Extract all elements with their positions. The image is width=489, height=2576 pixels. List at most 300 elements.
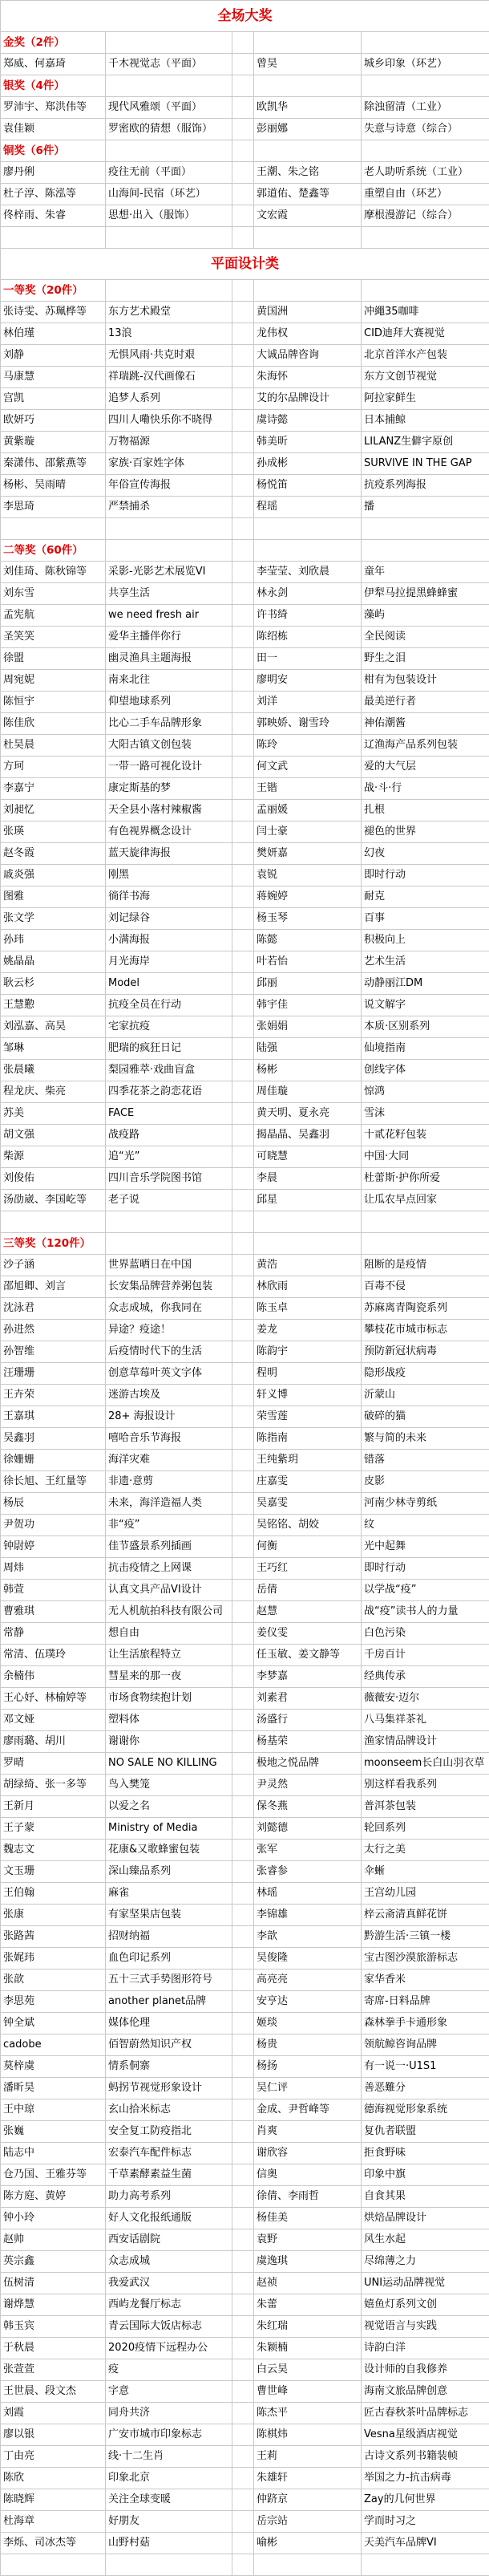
work-title-cell-left: Ministry of Media <box>106 1818 232 1840</box>
work-title-cell-right: 幻夜 <box>362 843 489 865</box>
spacer-cell <box>232 1428 254 1450</box>
winner-name-cell-left: 圣笑笑 <box>1 627 106 648</box>
award-row <box>1 1125 489 1146</box>
work-title-cell-right: 轮回系列 <box>362 1818 489 1840</box>
award-row <box>1 1341 489 1363</box>
winner-name-cell-left: 孙玮 <box>1 930 106 951</box>
award-row <box>1 97 489 119</box>
award-row <box>1 1190 489 1211</box>
award-row <box>1 2359 489 2381</box>
work-title-cell-left: 思想·出入（服饰） <box>106 205 232 227</box>
empty-cell <box>254 1211 362 1233</box>
award-row <box>1 2186 489 2208</box>
winner-name-cell-right: 吴嘉雯 <box>254 1493 362 1515</box>
work-title-cell-left: 山海间-民宿（环艺） <box>106 184 232 205</box>
work-title-cell-left: 助力高考系列 <box>106 2186 232 2208</box>
work-title-cell-left: 家族·百家姓字体 <box>106 453 232 475</box>
work-title-cell-right: moonseem长白山羽衣草 <box>362 1753 489 1775</box>
work-title-cell-right: 森林拳手卡通形象 <box>362 2013 489 2034</box>
work-title-cell-right: UNI运动品牌视觉 <box>362 2273 489 2294</box>
spacer-cell <box>232 1060 254 1081</box>
spacer-cell <box>232 1493 254 1515</box>
winner-name-cell-left: 陈佳欣 <box>1 713 106 735</box>
work-title-cell-left: 祥瑞跳-汉代画像石 <box>106 367 232 388</box>
winner-name-cell-right: 大诚品牌咨询 <box>254 345 362 367</box>
winner-name-cell-right: 极地之悦品牌 <box>254 1753 362 1775</box>
work-title-cell-right: 辽渔海产品系列包装 <box>362 735 489 757</box>
work-title-cell-right: 沂蒙山 <box>362 1385 489 1406</box>
winner-name-cell-right: 朱颖楠 <box>254 2338 362 2359</box>
winner-name-cell-left: 苏美 <box>1 1103 106 1125</box>
work-title-cell-left: 西屿龙餐厅标志 <box>106 2294 232 2316</box>
work-title-cell-left: 南来北往 <box>106 670 232 692</box>
award-row <box>1 670 489 692</box>
award-row <box>1 1883 489 1905</box>
winner-name-cell-right: 许书绮 <box>254 605 362 627</box>
spacer-cell <box>232 627 254 648</box>
spacer-cell <box>232 562 254 583</box>
spacer-cell <box>232 388 254 410</box>
winner-name-cell-left: 王慧懃 <box>1 995 106 1016</box>
winner-name-cell-left: 仓乃国、王雅芬等 <box>1 2164 106 2186</box>
award-row <box>1 1818 489 1840</box>
work-title-cell-left: 深山臻品系列 <box>106 1861 232 1883</box>
work-title-cell-left: 我爱武汉 <box>106 2273 232 2294</box>
spacer-cell <box>232 2359 254 2381</box>
work-title-cell-right: 黔游生活·三镇一楼 <box>362 1926 489 1948</box>
spacer-cell <box>232 1450 254 1471</box>
work-title-cell-right: 自食其果 <box>362 2186 489 2208</box>
empty-cell <box>362 1233 489 1255</box>
winner-name-cell-left: 王心妤、林榆婷等 <box>1 1688 106 1710</box>
empty-cell <box>1 1211 106 1233</box>
award-row <box>1 2446 489 2468</box>
winner-name-cell-left: 郑威、何嘉琦 <box>1 54 106 75</box>
work-title-cell-right: 拒食野味 <box>362 2143 489 2164</box>
winner-name-cell-right: 岳宗站 <box>254 2511 362 2533</box>
spacer-cell <box>232 184 254 205</box>
award-row <box>1 1753 489 1775</box>
winner-name-cell-left: 张娓玮 <box>1 1948 106 1970</box>
award-row <box>1 1493 489 1515</box>
winner-name-cell-right: 陈玲 <box>254 735 362 757</box>
award-row <box>1 2424 489 2446</box>
winner-name-cell-left: 方珂 <box>1 757 106 778</box>
winner-name-cell-left: 吴鑫羽 <box>1 1428 106 1450</box>
empty-cell <box>254 140 362 162</box>
work-title-cell-right: 千房百计 <box>362 1645 489 1666</box>
award-row <box>1 1406 489 1428</box>
empty-cell <box>1 518 106 540</box>
winner-name-cell-left: 宫凯 <box>1 388 106 410</box>
spacer-cell <box>232 2099 254 2121</box>
winner-name-cell-right: 徐倩、李雨哲 <box>254 2186 362 2208</box>
winner-name-cell-right: 虞诗懿 <box>254 410 362 432</box>
work-title-cell-right: 梓云斋清真鲜花饼 <box>362 1905 489 1926</box>
winner-name-cell-left: 曹雅琪 <box>1 1601 106 1623</box>
work-title-cell-right: 以学战“疫” <box>362 1580 489 1601</box>
spacer-cell <box>232 1363 254 1385</box>
empty-cell <box>106 75 232 97</box>
work-title-cell-left: we need fresh air <box>106 605 232 627</box>
winner-name-cell-right: 李梦嘉 <box>254 1666 362 1688</box>
work-title-cell-left: 一带一路可视化设计 <box>106 757 232 778</box>
winner-name-cell-left: 胡文强 <box>1 1125 106 1146</box>
winner-name-cell-right: 杨佳美 <box>254 2208 362 2229</box>
winner-name-cell-left: 余楠伟 <box>1 1666 106 1688</box>
work-title-cell-left: 嘻哈音乐节海报 <box>106 1428 232 1450</box>
work-title-cell-left: 28+ 海报设计 <box>106 1406 232 1428</box>
winner-name-cell-right: 姜龙 <box>254 1320 362 1341</box>
spacer-cell <box>232 432 254 453</box>
spacer-cell <box>232 2143 254 2164</box>
winner-name-cell-right: 蒋婉婷 <box>254 886 362 908</box>
work-title-cell-right: 阿拉家鲜生 <box>362 388 489 410</box>
award-row <box>1 1948 489 1970</box>
award-row <box>1 1688 489 1710</box>
work-title-cell-left: 蚂拐节视觉形象设计 <box>106 2078 232 2099</box>
work-title-cell-left: 抗击疫情之上网课 <box>106 1558 232 1580</box>
winner-name-cell-left: 周炜 <box>1 1558 106 1580</box>
winner-name-cell-right: 何文武 <box>254 757 362 778</box>
winner-name-cell-right: 叶若怡 <box>254 951 362 973</box>
empty-cell <box>254 1233 362 1255</box>
winner-name-cell-left: 周宛妮 <box>1 670 106 692</box>
spacer-cell <box>232 1341 254 1363</box>
empty-cell <box>106 518 232 540</box>
work-title-cell-left: FACE <box>106 1103 232 1125</box>
empty-cell <box>232 2554 254 2576</box>
award-row <box>1 205 489 227</box>
spacer-cell <box>232 1515 254 1536</box>
award-row <box>1 735 489 757</box>
winner-name-cell-right: 郭映娇、谢雪玲 <box>254 713 362 735</box>
award-row <box>1 995 489 1016</box>
work-title-cell-right: 印象中旗 <box>362 2164 489 2186</box>
winner-name-cell-left: 图雅 <box>1 886 106 908</box>
spacer-cell <box>232 1471 254 1493</box>
empty-row <box>1 1211 489 1233</box>
winner-name-cell-right: 何衡 <box>254 1536 362 1558</box>
empty-cell <box>362 32 489 54</box>
spacer-cell <box>232 2013 254 2034</box>
work-title-cell-right: Vesna星级酒店视觉 <box>362 2424 489 2446</box>
work-title-cell-right: 海南文旅品牌创意 <box>362 2381 489 2403</box>
winner-name-cell-right: 朱海怀 <box>254 367 362 388</box>
spacer-cell <box>232 1991 254 2013</box>
award-row <box>1 345 489 367</box>
work-title-cell-right: 艺术生活 <box>362 951 489 973</box>
winner-name-cell-right: 可晓慧 <box>254 1146 362 1168</box>
work-title-cell-right: 皮影 <box>362 1471 489 1493</box>
spacer-cell <box>232 670 254 692</box>
empty-cell <box>362 140 489 162</box>
award-row <box>1 2164 489 2186</box>
work-title-cell-right: 寄席-日料品牌 <box>362 1991 489 2013</box>
work-title-cell-left: 关注全球变暖 <box>106 2489 232 2511</box>
spacer-cell <box>232 162 254 184</box>
winner-name-cell-left: 王世晨、段文杰 <box>1 2381 106 2403</box>
winner-name-cell-right: 田一 <box>254 648 362 670</box>
work-title-cell-right: 善恶難分 <box>362 2078 489 2099</box>
spacer-cell <box>232 1125 254 1146</box>
winner-name-cell-right: 邱丽 <box>254 973 362 995</box>
work-title-cell-right: 风生水起 <box>362 2229 489 2251</box>
work-title-cell-right: 太行之美 <box>362 1840 489 1861</box>
award-row <box>1 627 489 648</box>
award-row <box>1 562 489 583</box>
work-title-cell-left: 让生活旅程特立 <box>106 1645 232 1666</box>
work-title-cell-left: 长安集品牌营养粥包装 <box>106 1276 232 1298</box>
award-row <box>1 302 489 323</box>
winner-name-cell-right: 李晨 <box>254 1168 362 1190</box>
empty-cell <box>362 1211 489 1233</box>
winner-name-cell-left: 黄紫璇 <box>1 432 106 453</box>
work-title-cell-right: 战“疫”读书人的力量 <box>362 1601 489 1623</box>
spacer-cell <box>232 497 254 518</box>
work-title-cell-left: 徜徉书海 <box>106 886 232 908</box>
winner-name-cell-left: 王子蒙 <box>1 1818 106 1840</box>
spacer-cell <box>232 2186 254 2208</box>
winner-name-cell-right: 黄天明、夏永亮 <box>254 1103 362 1125</box>
empty-cell <box>232 518 254 540</box>
award-row <box>1 2511 489 2533</box>
winner-name-cell-right: 姬琰 <box>254 2013 362 2034</box>
award-row <box>1 1580 489 1601</box>
winner-name-cell-right: 朱雄轩 <box>254 2468 362 2489</box>
winner-name-cell-right: 张军 <box>254 1840 362 1861</box>
spacer-cell <box>232 713 254 735</box>
work-title-cell-right: 仙境指南 <box>362 1038 489 1060</box>
winner-name-cell-right: 金成、尹哲峰等 <box>254 2099 362 2121</box>
award-row <box>1 1558 489 1580</box>
work-title-cell-right: 动静丽江DM <box>362 973 489 995</box>
winner-name-cell-right: 陈棋炜 <box>254 2424 362 2446</box>
award-row <box>1 908 489 930</box>
section-title: 平面设计类 <box>1 249 489 280</box>
work-title-cell-right: 伊犁马拉提黑蜂蜂蜜 <box>362 583 489 605</box>
empty-cell <box>232 75 254 97</box>
work-title-cell-right: 别这样看我系列 <box>362 1775 489 1796</box>
award-row <box>1 1840 489 1861</box>
award-row <box>1 2533 489 2554</box>
winner-name-cell-left: 胡绿绮、张一多等 <box>1 1775 106 1796</box>
winner-name-cell-left: 张文学 <box>1 908 106 930</box>
winner-name-cell-left: 陈恒宇 <box>1 692 106 713</box>
winner-name-cell-left: 王中琼 <box>1 2099 106 2121</box>
spacer-cell <box>232 1666 254 1688</box>
work-title-cell-left: 印象北京 <box>106 2468 232 2489</box>
work-title-cell-left: 字意 <box>106 2381 232 2403</box>
work-title-cell-left: 有色视界概念设计 <box>106 821 232 843</box>
award-tier-label: 银奖（4件） <box>1 75 106 97</box>
work-title-cell-right: 伞蜥 <box>362 1861 489 1883</box>
winner-name-cell-right: 岳倩 <box>254 1580 362 1601</box>
work-title-cell-left: 后疫情时代下的生活 <box>106 1341 232 1363</box>
award-row <box>1 1970 489 1991</box>
winner-name-cell-left: 李思苑 <box>1 1991 106 2013</box>
winner-name-cell-right: 王潮、朱之铭 <box>254 162 362 184</box>
work-title-cell-right: 经典传承 <box>362 1666 489 1688</box>
winner-name-cell-right: 刘洋 <box>254 692 362 713</box>
winner-name-cell-right: 邱星 <box>254 1190 362 1211</box>
winner-name-cell-left: 韩萱 <box>1 1580 106 1601</box>
work-title-cell-right: 八马集祥茶礼 <box>362 1710 489 1731</box>
award-tier-header-row <box>1 1233 489 1255</box>
empty-cell <box>254 518 362 540</box>
work-title-cell-left: 无人机航拍科技有限公司 <box>106 1601 232 1623</box>
work-title-cell-left: 四川音乐学院图书馆 <box>106 1168 232 1190</box>
empty-cell <box>254 227 362 249</box>
spacer-cell <box>232 757 254 778</box>
award-tier-label: 铜奖（6件） <box>1 140 106 162</box>
spacer-cell <box>232 475 254 497</box>
winner-name-cell-left: 刘东雪 <box>1 583 106 605</box>
winner-name-cell-right: 孙成彬 <box>254 453 362 475</box>
spacer-cell <box>232 2164 254 2186</box>
winner-name-cell-right: 陈绍栋 <box>254 627 362 648</box>
spacer-cell <box>232 410 254 432</box>
winner-name-cell-left: 伍树清 <box>1 2273 106 2294</box>
work-title-cell-right: 纹 <box>362 1515 489 1536</box>
winner-name-cell-right: 朱红瑞 <box>254 2316 362 2338</box>
winner-name-cell-right: 程明 <box>254 1363 362 1385</box>
winner-name-cell-left: 李嘉宁 <box>1 778 106 800</box>
award-row <box>1 1710 489 1731</box>
work-title-cell-left: 宏泰汽车配件标志 <box>106 2143 232 2164</box>
winner-name-cell-right: 李歆 <box>254 1926 362 1948</box>
work-title-cell-left: 大阳古镇文创包装 <box>106 735 232 757</box>
winner-name-cell-right: 程瑶 <box>254 497 362 518</box>
award-row <box>1 1146 489 1168</box>
winner-name-cell-right: 揭晶晶、吴鑫羽 <box>254 1125 362 1146</box>
spacer-cell <box>232 2208 254 2229</box>
spacer-cell <box>232 2403 254 2424</box>
work-title-cell-left: 众志成城，你我同在 <box>106 1298 232 1320</box>
winner-name-cell-right: 虞逸琪 <box>254 2251 362 2273</box>
work-title-cell-left: 彗星来的那一夜 <box>106 1666 232 1688</box>
work-title-cell-right: 扎根 <box>362 800 489 821</box>
work-title-cell-left: 世界蓝晒日在中国 <box>106 1255 232 1276</box>
work-title-cell-left: 认真文具产品VI设计 <box>106 1580 232 1601</box>
winner-name-cell-left: 杨彬、吴雨晴 <box>1 475 106 497</box>
work-title-cell-left: Model <box>106 973 232 995</box>
spacer-cell <box>232 1146 254 1168</box>
winner-name-cell-left: 杜子淳、陈泓等 <box>1 184 106 205</box>
winner-name-cell-right: 欧凯华 <box>254 97 362 119</box>
empty-cell <box>362 2554 489 2576</box>
spacer-cell <box>232 1601 254 1623</box>
winner-name-cell-right: 张睿参 <box>254 1861 362 1883</box>
award-tier-label: 金奖（2件） <box>1 32 106 54</box>
work-title-cell-right: 东方文创节视觉 <box>362 367 489 388</box>
empty-row <box>1 2554 489 2576</box>
winner-name-cell-right: 王锴 <box>254 778 362 800</box>
award-row <box>1 1861 489 1883</box>
winner-name-cell-right: 姜仪雯 <box>254 1623 362 1645</box>
winner-name-cell-right: 杨玉琴 <box>254 908 362 930</box>
work-title-cell-left: 年俗宣传海报 <box>106 475 232 497</box>
winner-name-cell-left: 邹琳 <box>1 1038 106 1060</box>
award-row <box>1 800 489 821</box>
work-title-cell-left: 战疫路 <box>106 1125 232 1146</box>
winner-name-cell-left: 杜昊晨 <box>1 735 106 757</box>
winner-name-cell-right: 孟丽媛 <box>254 800 362 821</box>
spacer-cell <box>232 800 254 821</box>
work-title-cell-left: 四川人嘞快乐你不晓得 <box>106 410 232 432</box>
spacer-cell <box>232 2381 254 2403</box>
work-title-cell-right: 冲繩35咖啡 <box>362 302 489 323</box>
winner-name-cell-right: 廖明安 <box>254 670 362 692</box>
award-row <box>1 497 489 518</box>
winner-name-cell-left: 徐盟 <box>1 648 106 670</box>
winner-name-cell-right: 白云昊 <box>254 2359 362 2381</box>
spacer-cell <box>232 973 254 995</box>
work-title-cell-left: 小满海报 <box>106 930 232 951</box>
award-row <box>1 821 489 843</box>
empty-cell <box>232 32 254 54</box>
winner-name-cell-right: 杨悦笛 <box>254 475 362 497</box>
work-title-cell-left: 麻雀 <box>106 1883 232 1905</box>
work-title-cell-left: 迷游古埃及 <box>106 1385 232 1406</box>
spacer-cell <box>232 1861 254 1883</box>
winner-name-cell-right: 高亮亮 <box>254 1970 362 1991</box>
spacer-cell <box>232 1796 254 1818</box>
work-title-cell-left: 佰智蔚然知识产权 <box>106 2034 232 2056</box>
empty-cell <box>232 540 254 562</box>
award-row <box>1 2056 489 2078</box>
winner-name-cell-right: 林永剑 <box>254 583 362 605</box>
work-title-cell-left: 五十三式手势图形符号 <box>106 1970 232 1991</box>
award-row <box>1 1276 489 1298</box>
winner-name-cell-right: 王莉 <box>254 2446 362 2468</box>
work-title-cell-left: 千草素酵素益生菌 <box>106 2164 232 2186</box>
work-title-cell-right: 薇薇安·迈尔 <box>362 1688 489 1710</box>
winner-name-cell-left: 汤劭崴、李国屹等 <box>1 1190 106 1211</box>
winner-name-cell-right: 黄国洲 <box>254 302 362 323</box>
empty-cell <box>106 227 232 249</box>
work-title-cell-right: 王宫幼儿园 <box>362 1883 489 1905</box>
award-tier-header-row <box>1 75 489 97</box>
spacer-cell <box>232 865 254 886</box>
winner-name-cell-left: 王卉荣 <box>1 1385 106 1406</box>
winner-name-cell-right: 李莹莹、刘欣晨 <box>254 562 362 583</box>
winner-name-cell-left: 佟梓雨、朱睿 <box>1 205 106 227</box>
winner-name-cell-right: 樊妍嘉 <box>254 843 362 865</box>
spacer-cell <box>232 1536 254 1558</box>
award-row <box>1 2251 489 2273</box>
spacer-cell <box>232 1926 254 1948</box>
winner-name-cell-left: 杨辰 <box>1 1493 106 1515</box>
spacer-cell <box>232 2229 254 2251</box>
winner-name-cell-right: 朱蕾 <box>254 2294 362 2316</box>
work-title-cell-left: 追梦人系列 <box>106 388 232 410</box>
work-title-cell-right: 白色污染 <box>362 1623 489 1645</box>
spacer-cell <box>232 2489 254 2511</box>
winner-name-cell-left: 陈晓辉 <box>1 2489 106 2511</box>
spacer-cell <box>232 2251 254 2273</box>
award-tier-header-row <box>1 140 489 162</box>
empty-cell <box>1 2554 106 2576</box>
spacer-cell <box>232 1753 254 1775</box>
winner-name-cell-right: 郭道佑、楚鑫等 <box>254 184 362 205</box>
work-title-cell-right: 错落 <box>362 1450 489 1471</box>
winner-name-cell-left: 李烁、司冰杰等 <box>1 2533 106 2554</box>
work-title-cell-left: 梨园雅萃·戏曲盲盒 <box>106 1060 232 1081</box>
award-row <box>1 1428 489 1450</box>
winner-name-cell-left: 耿云杉 <box>1 973 106 995</box>
work-title-cell-left: 未来，海洋造福人类 <box>106 1493 232 1515</box>
